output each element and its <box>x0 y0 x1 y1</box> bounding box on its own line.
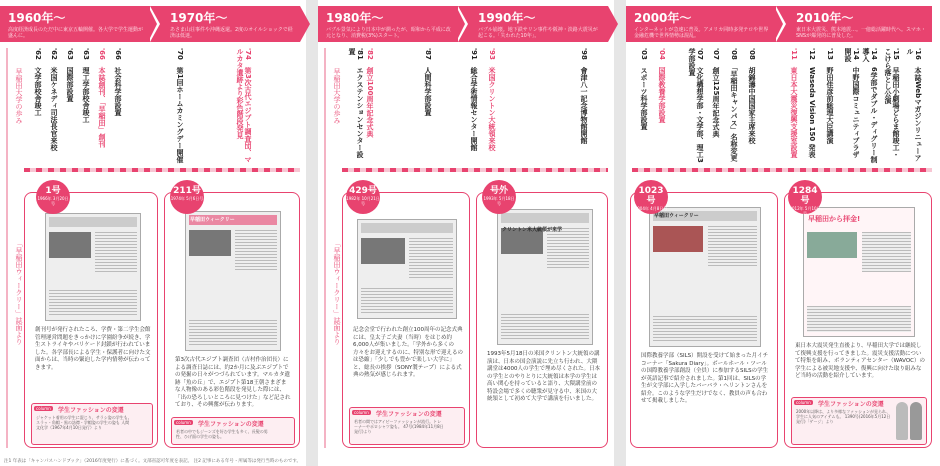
fashion-title: 学生ファッションの変遷 <box>58 407 124 414</box>
timeline-event: '08 胡錦濤中国国家主席来校 <box>748 48 756 144</box>
timeline-event: '13 野田佳彦前総理大臣講演 <box>826 48 834 144</box>
issue-badge: 1号 1966年 3月20日号 <box>36 180 70 214</box>
paper-masthead: 早稲田ウィークリー <box>190 217 235 223</box>
era-title: 2010年〜 <box>796 11 854 25</box>
side-label-history: 早稲田大学の歩み <box>333 68 341 124</box>
timeline-event: '87 人間科学部設置 <box>424 48 432 116</box>
student-figure <box>896 402 908 440</box>
era-2010 <box>788 6 932 42</box>
newspaper-image <box>45 213 141 321</box>
paper-headline: クリントン米大統領が来学 <box>502 227 563 233</box>
issue-card <box>784 192 932 448</box>
timeline-event: '04 国際教養学部設置 <box>658 48 666 123</box>
timeline-bar <box>342 168 608 172</box>
timeline-event: '82 創立100周年記念式典 <box>366 48 374 138</box>
issue-card <box>342 192 470 448</box>
spread-3 <box>626 0 940 458</box>
era-2000 <box>626 6 776 42</box>
era-title: 1960年〜 <box>8 11 66 25</box>
issue-badge: 1023号 2004年 4月8日号 <box>634 180 668 214</box>
era-1990 <box>470 6 608 42</box>
footnote: 注1 年表は「キャンパスハンドブック」（2016年度発行）に基づく。文部省認可年度を表記。 注2 記事にある年号・所属等は発行当時のものです。 <box>4 459 301 464</box>
timeline-event: '16 本誌Webマガジンリニューアル <box>906 48 922 162</box>
issue-badge: 号外 1993年 5月18日号 <box>482 180 516 214</box>
side-label-weekly: 「早稲田ウィークリー」誌面より <box>333 240 341 345</box>
era-desc: 高度経済成長のただ中に東京五輪開催。各大学で学生運動が盛んに。 <box>8 27 144 39</box>
era-1970 <box>162 6 302 42</box>
side-label-weekly: 「早稲田ウィークリー」誌面より <box>15 240 23 345</box>
timeline-event: '66 社会科学部設置 <box>114 48 122 116</box>
era-title: 1980年〜 <box>326 11 384 25</box>
timeline-event: '66 本誌創刊、「早稲田」創刊 <box>98 48 106 148</box>
fashion-tag: column <box>354 410 369 415</box>
era-desc: あさま山荘事件や沖縄返還。2度のオイルショックで経済は低迷。 <box>170 27 293 39</box>
timeline-event: '14 6学部でダブル・ディグリー制導入 <box>862 48 878 163</box>
era-divider <box>774 6 783 42</box>
era-title: 1990年〜 <box>478 11 536 25</box>
timeline-event: '70 第1回ホームカミングデー開催 <box>176 48 184 163</box>
issue-badge: 1284号 2012年 5月10日号 <box>788 180 822 214</box>
issue-description: 東日本大震災発生直後より、早稲田大学では継続して復興支援を行ってきました。震災支援活動について特集を組み、ボランティアセンター（WAVOC）の学生による被災地支援や、復興に向けた取り組みなど当時の活動を紹介しています。 <box>795 343 925 379</box>
timeline-bar <box>632 168 932 172</box>
issue-description: 1993年5月18日の米国クリントン大統領の講演は、日本の国会演説に先立ち行われ、大隈講堂は4000人の学生で埋め尽くされた。日本の学生とのやりとりに大統領は本学の学生は高い関心を持っていると語り、大隈講堂前の特設会場で多くの聴衆が見守る中、米国の大統領として初めて大学で講演を行いました。 <box>487 351 600 402</box>
newspaper-image <box>357 219 457 319</box>
timeline-event: '63 理工学部校舎竣工 <box>82 48 90 123</box>
timeline-event: '15 早稲田小劇場どらま館竣工・こけら落とし公演 <box>884 48 900 158</box>
era-title: 1970年〜 <box>170 11 228 25</box>
timeline-event: '63 国際部設置 <box>66 48 74 102</box>
fashion-box <box>349 407 465 445</box>
issue-card <box>24 192 158 448</box>
spread-2 <box>318 0 614 458</box>
newspaper-image <box>497 209 593 345</box>
timeline-event: '62 文学部校舎竣工 <box>34 48 42 116</box>
issue-description: 記念会堂で行われた創立100周年の記念式典には、皇太子ご夫妻（当時）をはじめ約6,000人が集いました。「学外から多くの方々をお迎えするのに、特別な形で迎えるのは恐縮」「少しでも豊かで楽しい大学に」と、総長の挨拶（SONY製テープ）による式典の熱気が感じられます。 <box>353 327 464 378</box>
timeline-event: '03 スポーツ科学部設置 <box>640 48 648 130</box>
paper-masthead: 早稲田ウィークリー <box>654 213 699 219</box>
era-1980 <box>318 6 458 42</box>
fashion-tag: column <box>36 406 51 411</box>
fashion-title: 学生ファッションの変遷 <box>376 411 442 418</box>
page-gutter <box>306 0 318 466</box>
side-label-history: 早稲田大学の歩み <box>15 68 23 124</box>
fashion-text: 若者の中でもジーンズを好む学生も多く、長髪の男性、ひげ面の学生の姿も。 <box>176 429 268 439</box>
fashion-text: ジャケット着用の学生に混じり、サラシ姿の学生も。スラッ・角帽・黒の詰襟・学帽姿の学生の姿も 人間文化学（1967年4月10日発行）より <box>36 415 132 430</box>
era-arrow <box>608 6 618 42</box>
issue-description: 創刊号が発行されたころ、学費・第二学生会館管理運営問題をきっかけに学園紛争が続き、学生ストライキやバリケード封鎖が行われていました。各学部長による学生・保護者に向けた文面からは、当時の緊迫した学内情勢が伝わってきます。 <box>35 327 151 371</box>
fashion-box <box>791 397 927 445</box>
era-desc: インターネットが急速に普及。アメリカ同時多発テロや世界金融危機で世界情勢は混乱。 <box>634 27 769 39</box>
timeline-event: '08 「早稲田キャンパス」名称変更 <box>730 48 738 162</box>
timeline-event: '93 米国クリントン大統領来校 <box>488 48 496 151</box>
era-1960 <box>0 6 150 42</box>
timeline-event: '07 創立125周年記念式典 <box>712 48 720 138</box>
fashion-tag: column <box>796 400 811 405</box>
newspaper-image <box>649 207 761 347</box>
side-bar <box>6 48 8 448</box>
fashion-text: 2000年以降は、より多様なファッションが見られ、学生に人気のアイテムも。 1390号(2016年5月12日発行)「ゲージ」より <box>796 409 891 424</box>
timeline-event: '12 Waseda Vision 150 発表 <box>808 48 816 158</box>
timeline-event: '14 中野国際コミュニティプラザ開設 <box>844 48 860 158</box>
fashion-box <box>31 403 153 445</box>
timeline-event: '62 米国ケネディ司法長官来校 <box>50 48 58 151</box>
fashion-tag: column <box>176 420 191 425</box>
issue-card <box>630 192 778 448</box>
newspaper-image <box>803 207 915 337</box>
timeline-event: '81 エクステンションセンター設置 <box>348 48 364 158</box>
timeline-event: '07 文化構想学部・文学部、理工3学部設置 <box>688 48 704 163</box>
timeline-event: '11 東日本大震災復興支援室設置 <box>790 48 798 158</box>
fashion-title: 学生ファッションの変遷 <box>198 421 264 428</box>
timeline-event: '98 會津八一記念博物館開館 <box>580 48 588 144</box>
newspaper-image <box>185 211 281 351</box>
fashion-text: 若者の間ではアイビーファッションが流行。トレーナーやポロシャツ姿も。 47号(1984年11月8日発行)より <box>354 419 444 434</box>
fashion-box <box>171 417 295 445</box>
issue-card <box>164 192 300 448</box>
era-divider <box>456 6 465 42</box>
era-arrow <box>300 6 310 42</box>
side-bar <box>324 48 326 448</box>
era-desc: バブル景気により日本中が潤ったが、昭和から平成に改元となり、消費税(3%)スタート。 <box>326 27 451 39</box>
issue-description: 国際教養学部（SILS）開設を受けて始まった月イチコーナー「Sakura Diary」。ボールホール・ツールの国際教養学部創設（全員）に参加するSILSの学生が英語記事で紹介されました。第1回は、SILSの学生が文学部に入学したバーバラ・ヘリントンさんを紹介。このような学生だけでなく、教員の声も合わせて掲載しました。 <box>641 353 769 404</box>
era-desc: 東日本大震災、熊本地震…。一億総活躍時代へ。スマホ・SNSが爆発的に普及した。 <box>796 27 926 39</box>
era-desc: バブル崩壊。地下鉄サリン事件や阪神・淡路大震災が起こる。「失われた10年」。 <box>478 27 598 39</box>
fashion-title: 学生ファッションの変遷 <box>818 401 884 408</box>
student-figure <box>910 402 922 440</box>
page-gutter <box>614 0 626 466</box>
issue-badge: 429号 1982年 10月21日号 <box>346 180 380 214</box>
era-title: 2000年〜 <box>634 11 692 25</box>
issue-badge: 211号 1974年 5月6日号 <box>170 180 204 214</box>
era-divider <box>148 6 157 42</box>
issue-card <box>476 192 608 448</box>
timeline-event: '74 第3次古代エジプト調査団、マルカタ遺跡より彩色階段発見 <box>236 48 252 163</box>
spread-1 <box>0 0 306 458</box>
timeline-event: '91 総合学術情報センター開館 <box>470 48 478 151</box>
timeline-bar <box>24 168 300 172</box>
paper-headline: 早稲田から拝金! <box>808 215 861 223</box>
issue-description: 第3次古代エジプト調査団（吉村作治団長）による調査日誌には、約2か月に及ぶエジプトでの発掘の日々がつづられています。マルカタ遺跡「魚の丘」で、エジプト第18王朝さまざまな人物像のある彩色階段を発見した際には、「出の恐ろしいところに見つけた」など記されており、その興奮が伝わります。 <box>175 357 291 408</box>
